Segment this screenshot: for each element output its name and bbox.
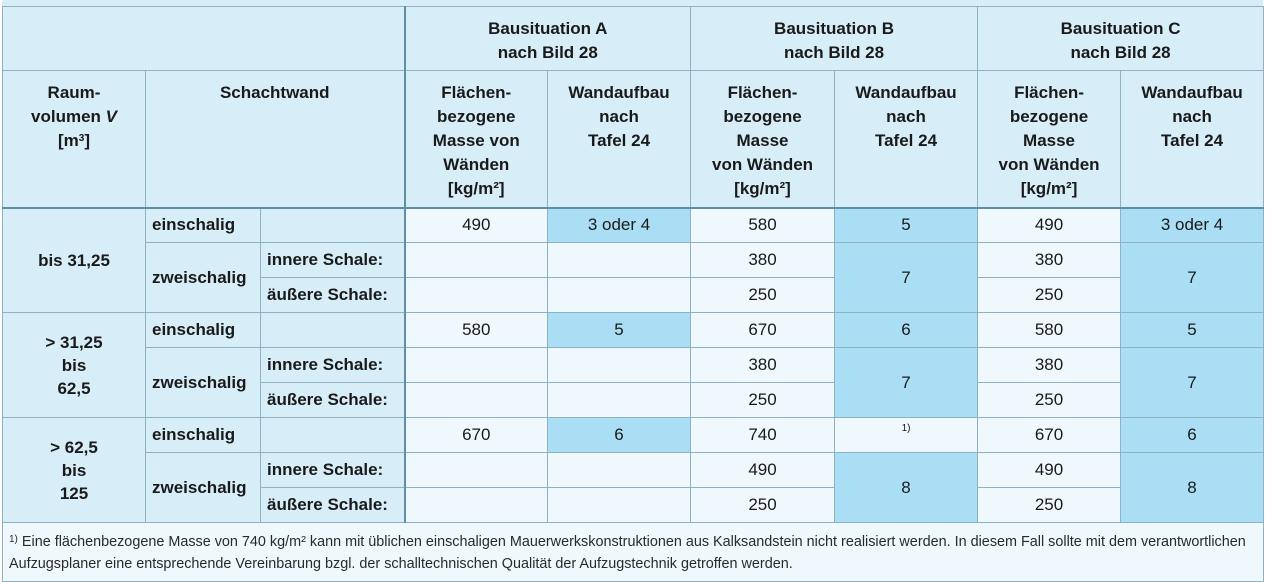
cell-a-wand: 3 oder 4 xyxy=(548,208,691,243)
cell-c-inner: 490 xyxy=(978,453,1121,488)
label-zweischalig: zweischalig xyxy=(146,453,261,523)
label-zweischalig: zweischalig xyxy=(146,348,261,418)
label-aeussere-schale: äußere Schale: xyxy=(261,383,405,418)
cell-a-inner xyxy=(405,453,548,488)
table-row xyxy=(3,348,1264,383)
cell-a-wand: 6 xyxy=(548,418,691,453)
cell-a-mass: 490 xyxy=(405,208,548,243)
header-situation-b: Bausituation B nach Bild 28 xyxy=(691,7,978,71)
cell-c-zwei-wand: 7 xyxy=(1121,348,1264,418)
cell-a-outer-wand xyxy=(548,383,691,418)
cell-a-inner-wand xyxy=(548,243,691,278)
header-b-wand: Wandaufbau nach Tafel 24 xyxy=(835,71,978,208)
cell-b-mass: 740 xyxy=(691,418,835,453)
cell-a-outer xyxy=(405,278,548,313)
header-c-wand: Wandaufbau nach Tafel 24 xyxy=(1121,71,1264,208)
cell-b-zwei-wand: 7 xyxy=(835,348,978,418)
label-aeussere-schale: äußere Schale: xyxy=(261,278,405,313)
header-raumvolumen: Raum- volumen V $[m^3]$ xyxy=(3,71,146,208)
cell-c-zwei-wand: 7 xyxy=(1121,243,1264,313)
cell-a-outer xyxy=(405,383,548,418)
volume-cell: > 31,25 bis 62,5 xyxy=(3,313,146,418)
cell-a-inner xyxy=(405,348,548,383)
sound-insulation-table xyxy=(2,6,1264,582)
header-b-mass: Flächen- bezogene Masse von Wänden [kg/m²] xyxy=(691,71,835,208)
table-row xyxy=(3,418,1264,453)
table-row xyxy=(3,208,1264,243)
cell-b-outer: 250 xyxy=(691,278,835,313)
cell-b-outer: 250 xyxy=(691,383,835,418)
label-aeussere-schale: äußere Schale: xyxy=(261,488,405,523)
header-situation-c: Bausituation C nach Bild 28 xyxy=(978,7,1264,71)
cell-c-zwei-wand: 8 xyxy=(1121,453,1264,523)
cell-b-mass: 670 xyxy=(691,313,835,348)
cell-c-inner: 380 xyxy=(978,243,1121,278)
cell-c-wand: 3 oder 4 xyxy=(1121,208,1264,243)
table-row xyxy=(3,313,1264,348)
header-schachtwand: Schachtwand xyxy=(146,71,405,208)
label-einschalig: einschalig xyxy=(146,208,261,243)
cell-c-outer: 250 xyxy=(978,278,1121,313)
cell-a-outer xyxy=(405,488,548,523)
cell-b-mass: 580 xyxy=(691,208,835,243)
volume-cell: > 62,5 bis 125 xyxy=(3,418,146,523)
cell-b-wand: 5 xyxy=(835,208,978,243)
header-row-situations xyxy=(3,7,1264,71)
cell-a-inner-wand xyxy=(548,453,691,488)
volume-cell: bis 31,25 xyxy=(3,208,146,313)
header-a-wand: Wandaufbau nach Tafel 24 xyxy=(548,71,691,208)
cell-b-inner: 380 xyxy=(691,348,835,383)
label-innere-schale: innere Schale: xyxy=(261,243,405,278)
table-row xyxy=(3,453,1264,488)
cell-c-mass: 580 xyxy=(978,313,1121,348)
label-innere-schale: innere Schale: xyxy=(261,348,405,383)
cell-c-inner: 380 xyxy=(978,348,1121,383)
cell-b-wand-note: 1) xyxy=(835,418,978,453)
cell-c-outer: 250 xyxy=(978,383,1121,418)
cell-a-inner-wand xyxy=(548,348,691,383)
cell-c-outer: 250 xyxy=(978,488,1121,523)
header-corner xyxy=(3,7,405,71)
cell-a-mass: 670 xyxy=(405,418,548,453)
cell-b-zwei-wand: 8 xyxy=(835,453,978,523)
footnote-row xyxy=(3,523,1264,582)
cell-a-wand: 5 xyxy=(548,313,691,348)
footnote xyxy=(3,523,1264,582)
cell-a-mass: 580 xyxy=(405,313,548,348)
label-zweischalig: zweischalig xyxy=(146,243,261,313)
label-einschalig: einschalig xyxy=(146,313,261,348)
header-situation-a: Bausituation A nach Bild 28 xyxy=(405,7,691,71)
label-innere-schale: innere Schale: xyxy=(261,453,405,488)
cell-a-outer-wand xyxy=(548,278,691,313)
cell-b-inner: 380 xyxy=(691,243,835,278)
cell-b-outer: 250 xyxy=(691,488,835,523)
label-empty xyxy=(261,418,405,453)
footnote-marker: 1) xyxy=(9,534,18,545)
cell-b-wand: 6 xyxy=(835,313,978,348)
header-row-columns xyxy=(3,71,1264,208)
header-a-mass: Flächen- bezogene Masse von Wänden [kg/m²] xyxy=(405,71,548,208)
label-empty xyxy=(261,313,405,348)
cell-b-zwei-wand: 7 xyxy=(835,243,978,313)
cell-b-inner: 490 xyxy=(691,453,835,488)
label-einschalig: einschalig xyxy=(146,418,261,453)
label-empty xyxy=(261,208,405,243)
table-row xyxy=(3,243,1264,278)
cell-c-wand: 5 xyxy=(1121,313,1264,348)
cell-c-wand: 6 xyxy=(1121,418,1264,453)
cell-c-mass: 670 xyxy=(978,418,1121,453)
cell-a-outer-wand xyxy=(548,488,691,523)
footnote-text: Eine flächenbezogene Masse von 740 kg/m² kann mit üblichen einschaligen Mauerwerkskonstruktionen aus Kalksandstein nicht realisiert werden. In diesem Fall sollte mit dem verantwortlichen Aufzugsplaner eine entsprechende Vereinbarung bzgl. der schalltechnischen Qualität der Aufzugstechnik getroffen werden. xyxy=(9,534,1246,572)
cell-a-inner xyxy=(405,243,548,278)
cell-c-mass: 490 xyxy=(978,208,1121,243)
header-c-mass: Flächen- bezogene Masse von Wänden [kg/m²] xyxy=(978,71,1121,208)
